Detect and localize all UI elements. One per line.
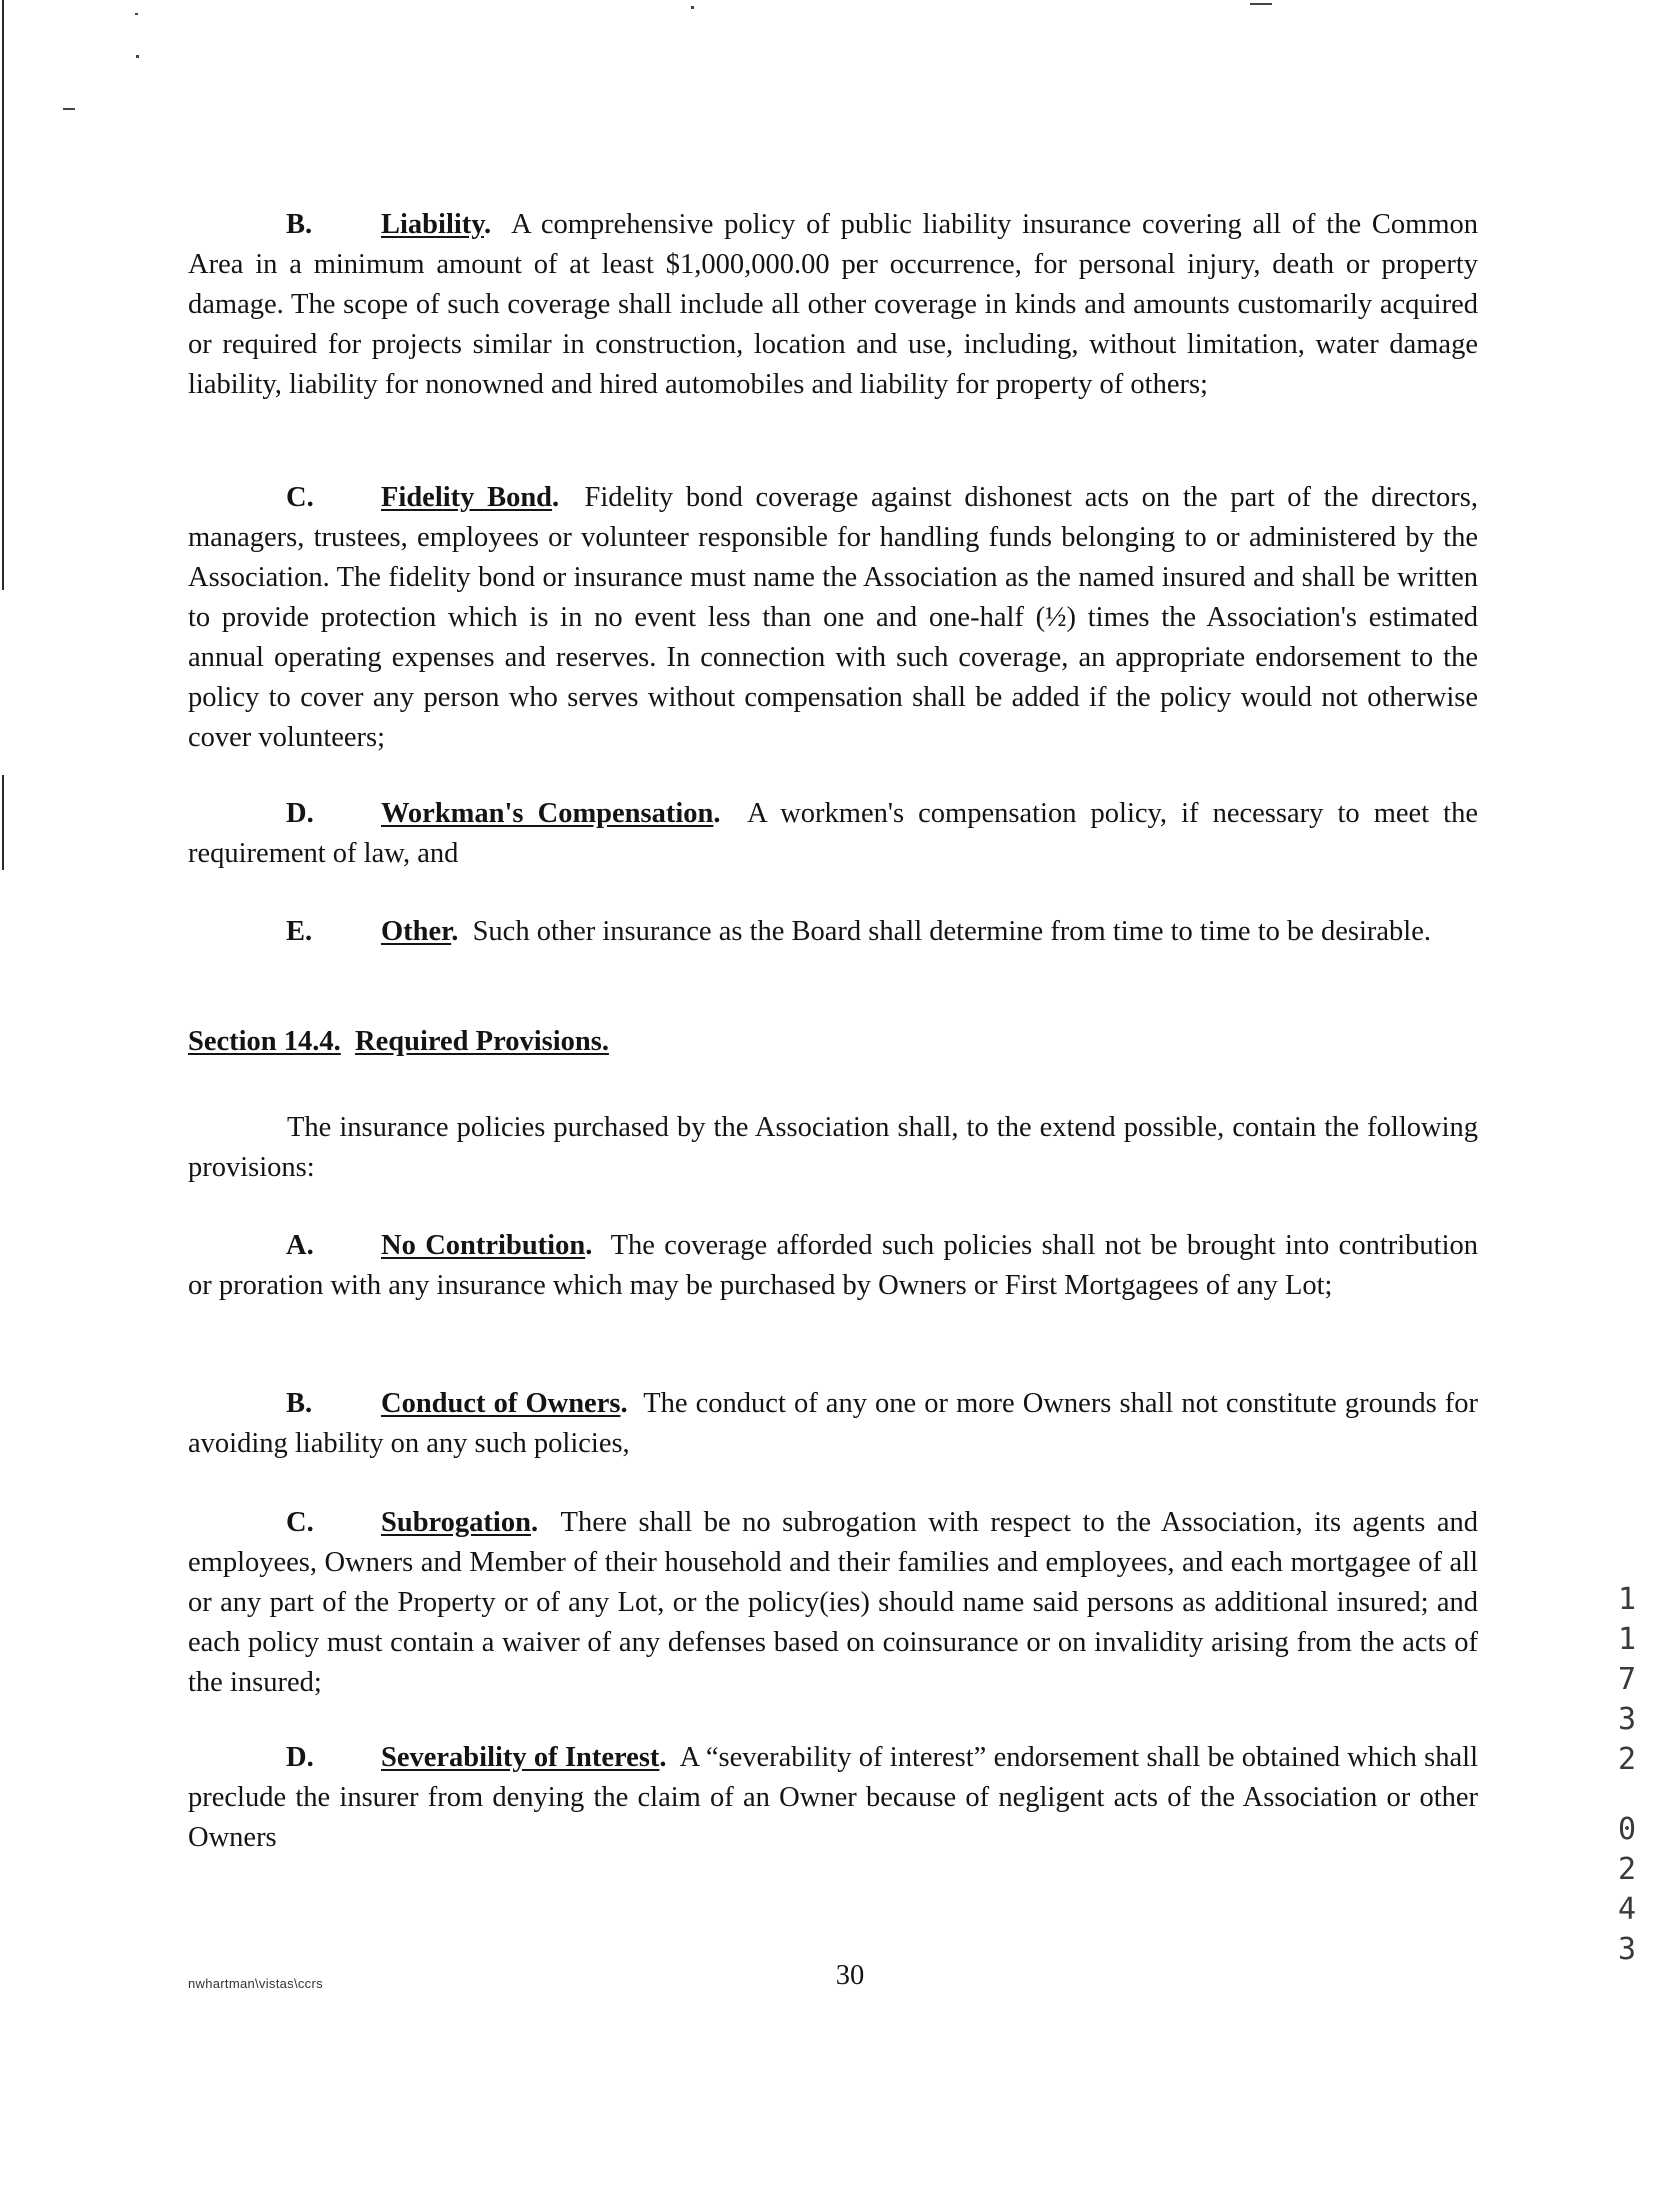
recording-number-stamp <box>1607 1580 1647 1970</box>
paragraph-letter: C. <box>286 1507 314 1538</box>
recording-digit: 7 <box>1617 1662 1637 1697</box>
section-number: Section 14.4. <box>188 1026 341 1057</box>
scan-edge-line <box>2 0 4 590</box>
recording-digit: 1 <box>1617 1622 1637 1657</box>
paragraph-text: Fidelity bond coverage against dishonest acts on the part of the directors, managers, trustees, employees or volunteer responsible for handling funds belonging to or administered by the Association. The fidelity bond or insurance must name the Association as the named insured and shall be written to provide protection which is in no event less than one and one-half (½) times the Association's estimated annual operating expenses and reserves. In connection with such coverage, an appropriate endorsement to the policy to cover any person who serves without compensation shall be added if the policy would not otherwise cover volunteers; <box>188 482 1478 753</box>
paragraph-title: Other <box>381 916 452 947</box>
scan-speck <box>135 13 138 15</box>
recording-digit: 2 <box>1617 1742 1637 1777</box>
scan-speck <box>1250 3 1272 5</box>
recording-digit: 3 <box>1617 1932 1637 1967</box>
scan-edge-line <box>2 775 4 870</box>
page-number: 30 <box>835 1960 865 1991</box>
paragraph-title: No Contribution <box>381 1230 586 1261</box>
paragraph-title: Conduct of Owners <box>381 1388 621 1419</box>
paragraph-text: A “severability of interest” endorsement shall be obtained which shall preclude the insurer from denying the claim of an Owner because of negligent acts of the Association or other Owners <box>188 1742 1478 1853</box>
paragraph-letter: A. <box>286 1230 314 1261</box>
paragraph-title: Subrogation <box>381 1507 531 1538</box>
paragraph-text: The conduct of any one or more Owners shall not constitute grounds for avoiding liability on any such policies, <box>188 1388 1478 1459</box>
paragraph-letter: D. <box>286 1742 314 1773</box>
paragraph-letter: B. <box>286 1388 313 1419</box>
paragraph-severability-of-interest: D. Severability of Interest. A “severability of interest” endorsement shall be obtained which shall preclude the insurer from denying the claim of an Owner because of negligent acts of the Association or other Owners <box>188 1738 1478 1858</box>
paragraph-text: The coverage afforded such policies shall not be brought into contribution or proration with any insurance which may be purchased by Owners or First Mortgagees of any Lot; <box>188 1230 1478 1301</box>
recording-digit: 3 <box>1617 1702 1637 1737</box>
paragraph-title: Workman's Compensation <box>381 798 714 829</box>
paragraph-letter: C. <box>286 482 314 513</box>
paragraph-liability: B. Liability. A comprehensive policy of public liability insurance covering all of the Common Area in a minimum amount of at least $1,000,000.00 per occurrence, for personal injury, death or property damage. The scope of such coverage shall include all other coverage in kinds and amounts customarily acquired or required for projects similar in construction, location and use, including, without limitation, water damage liability, liability for nonowned and hired automobiles and liability for property of others; <box>188 205 1478 405</box>
footer-file-path: nwhartman\vistas\ccrs <box>188 1976 323 1991</box>
recording-gap <box>1607 1780 1647 1810</box>
recording-digit: 1 <box>1617 1582 1637 1617</box>
scan-speck <box>691 6 694 9</box>
recording-digit: 0 <box>1617 1812 1637 1847</box>
paragraph-no-contribution: A. No Contribution. The coverage afforded such policies shall not be brought into contribution or proration with any insurance which may be purchased by Owners or First Mortgagees of any Lot; <box>188 1226 1478 1306</box>
paragraph-text: A workmen's compensation policy, if necessary to meet the requirement of law, and <box>188 798 1478 869</box>
paragraph-subrogation: C. Subrogation. There shall be no subrogation with respect to the Association, its agents and employees, Owners and Member of their household and their families and employees, and each mortgagee of all or any part of the Property or of any Lot, or the policy(ies) should name said persons as additional insured; and each policy must contain a waiver of any defenses based on coinsurance or on invalidity arising from the acts of the insured; <box>188 1503 1478 1703</box>
scan-speck <box>136 55 139 58</box>
paragraph-letter: D. <box>286 798 314 829</box>
recording-digit: 4 <box>1617 1892 1637 1927</box>
section-heading <box>188 1026 609 1058</box>
paragraph-letter: B. <box>286 209 313 240</box>
paragraph-text: Such other insurance as the Board shall determine from time to time to be desirable. <box>472 916 1432 947</box>
paragraph-title: Severability of Interest <box>381 1742 660 1773</box>
paragraph-conduct-of-owners: B. Conduct of Owners. The conduct of any one or more Owners shall not constitute grounds for avoiding liability on any such policies, <box>188 1384 1478 1464</box>
recording-digit: 2 <box>1617 1852 1637 1887</box>
paragraph-fidelity-bond: C. Fidelity Bond. Fidelity bond coverage against dishonest acts on the part of the directors, managers, trustees, employees or volunteer responsible for handling funds belonging to or administered by the Association. The fidelity bond or insurance must name the Association as the named insured and shall be written to provide protection which is in no event less than one and one-half (½) times the Association's estimated annual operating expenses and reserves. In connection with such coverage, an appropriate endorsement to the policy to cover any person who serves without compensation shall be added if the policy would not otherwise cover volunteers; <box>188 478 1478 758</box>
paragraph-text: A comprehensive policy of public liability insurance covering all of the Common Area in a minimum amount of at least $1,000,000.00 per occurrence, for personal injury, death or property damage. The scope of such coverage shall include all other coverage in kinds and amounts customarily acquired or required for projects similar in construction, location and use, including, without limitation, water damage liability, liability for nonowned and hired automobiles and liability for property of others; <box>188 209 1478 400</box>
paragraph-title: Fidelity Bond <box>381 482 553 513</box>
section-intro: The insurance policies purchased by the Association shall, to the extend possible, contain the following provisions: <box>188 1112 1478 1183</box>
paragraph-letter: E. <box>286 916 313 947</box>
paragraph-text: There shall be no subrogation with respect to the Association, its agents and employees, Owners and Member of their household and their families and employees, and each mortgagee of all or any part of the Property or of any Lot, or the policy(ies) should name said persons as additional insured; and each policy must contain a waiver of any defenses based on coinsurance or on invalidity arising from the acts of the insured; <box>188 1507 1478 1698</box>
paragraph-workmans-compensation: D. Workman's Compensation. A workmen's compensation policy, if necessary to meet the requirement of law, and <box>188 794 1478 874</box>
paragraph-other: E. Other. Such other insurance as the Board shall determine from time to time to be desirable. <box>188 912 1478 952</box>
paragraph-title: Liability <box>381 209 484 240</box>
scan-speck <box>63 108 75 110</box>
section-title: Required Provisions. <box>355 1026 609 1057</box>
